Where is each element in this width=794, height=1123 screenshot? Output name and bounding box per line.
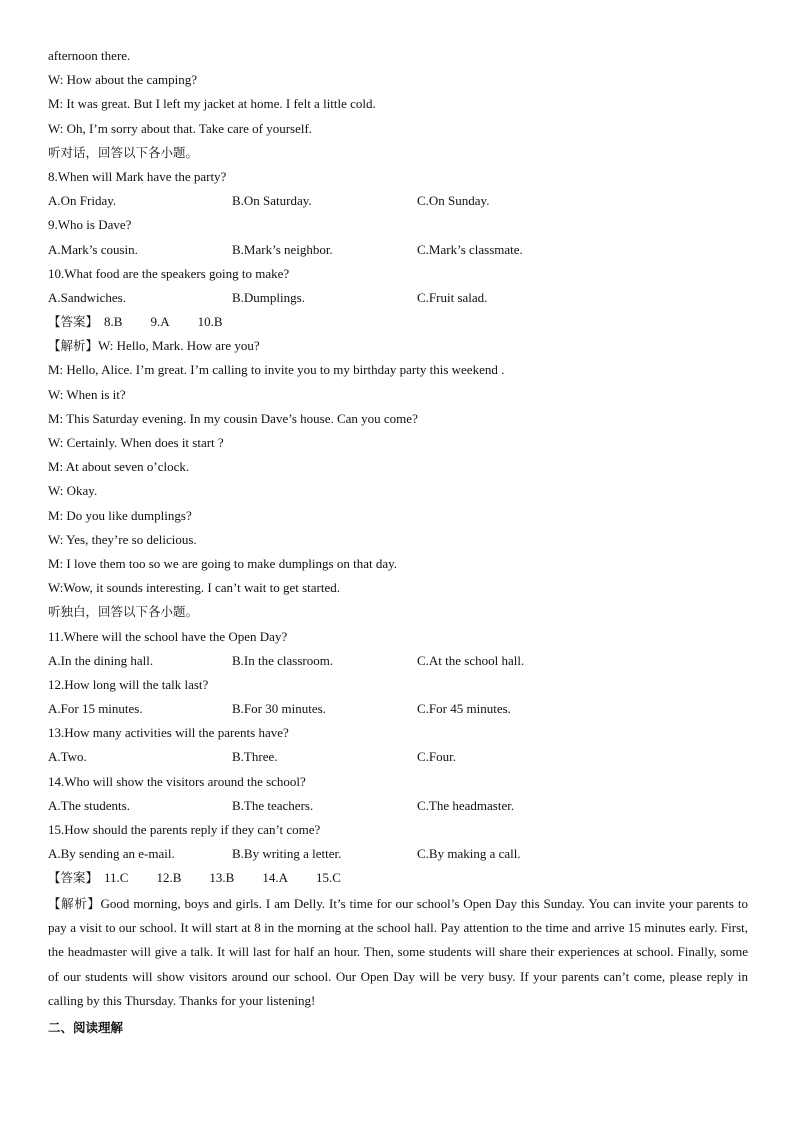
question-12: 12.How long will the talk last?: [48, 676, 209, 692]
answer-item: 10.B: [197, 314, 223, 330]
transcript-line: M: Hello, Alice. I’m great. I’m calling to invite you to my birthday party this weekend .: [48, 362, 505, 378]
option-c: C.The headmaster.: [417, 797, 515, 813]
answer-item: 9.A: [150, 314, 170, 330]
answer-item: 15.C: [315, 870, 341, 886]
option-b: B.Three.: [232, 749, 278, 765]
option-b: B.In the classroom.: [232, 652, 334, 668]
question-10: 10.What food are the speakers going to make?: [48, 265, 290, 281]
transcript-line: M: I love them too so we are going to make dumplings on that day.: [48, 555, 398, 571]
transcript-line: W:Wow, it sounds interesting. I can’t wait to get started.: [48, 580, 340, 596]
text-line: W: How about the camping?: [48, 72, 197, 88]
section-heading: 二、阅读理解: [48, 1019, 124, 1035]
answer-tag: 【答案】: [48, 314, 99, 330]
option-c: C.For 45 minutes.: [417, 701, 511, 717]
analysis-2-paragraph: [48, 892, 748, 1014]
option-a: A.Two.: [48, 749, 87, 765]
option-b: B.On Saturday.: [232, 193, 312, 209]
monolog-instruction: 听独白，回答以下各小题。: [48, 604, 199, 620]
question-14: 14.Who will show the visitors around the school?: [48, 773, 306, 789]
option-a: A.For 15 minutes.: [48, 701, 143, 717]
option-c: C.Four.: [417, 749, 457, 765]
answer-item: 14.A: [262, 870, 288, 886]
option-a: A.Sandwiches.: [48, 289, 126, 305]
question-9: 9.Who is Dave?: [48, 217, 132, 233]
option-b: B.Dumplings.: [232, 289, 305, 305]
analysis-text: W: Hello, Mark. How are you?: [98, 338, 260, 354]
option-c: C.Fruit salad.: [417, 289, 488, 305]
transcript-line: W: When is it?: [48, 386, 126, 402]
analysis-text: Good morning, boys and girls. I am Delly. It’s time for our school’s Open Day this Sunday. You can invite your parents to pay a visit to our school. It will start at 8 in the morning at the school hall. Pay attention to the time and arrive 15 minutes early. First, the headmaster will give a talk. It will last for half an hour. Then, some students will share their experiences at school. Finally, some of our students will show visitors around our school. Our Open Day will be very busy. If your parents can’t come, please reply in calling by this Thursday. Thanks for your listening!: [48, 895, 748, 1009]
option-c: C.By making a call.: [417, 846, 521, 862]
options-11: [48, 649, 748, 673]
option-b: B.By writing a letter.: [232, 846, 342, 862]
text-line: W: Oh, I’m sorry about that. Take care of yourself.: [48, 120, 313, 136]
option-c: C.At the school hall.: [417, 652, 525, 668]
options-14: [48, 794, 748, 818]
answer-item: 13.B: [209, 870, 235, 886]
option-c: C.Mark’s classmate.: [417, 241, 523, 257]
transcript-line: M: Do you like dumplings?: [48, 507, 192, 523]
option-a: A.In the dining hall.: [48, 652, 154, 668]
transcript-line: W: Okay.: [48, 483, 98, 499]
transcript-line: W: Certainly. When does it start ?: [48, 435, 224, 450]
dialog-instruction: 听对话，回答以下各小题。: [48, 144, 199, 160]
question-8: 8.When will Mark have the party?: [48, 168, 227, 184]
answer-key-2: [48, 866, 748, 890]
option-b: B.Mark’s neighbor.: [232, 241, 333, 257]
text-line: M: It was great. But I left my jacket at home. I felt a little cold.: [48, 96, 376, 112]
question-11: 11.Where will the school have the Open Day?: [48, 628, 288, 644]
option-a: A.Mark’s cousin.: [48, 241, 138, 257]
analysis-tag: 【解析】: [48, 895, 101, 911]
transcript-line: W: Yes, they’re so delicious.: [48, 531, 197, 547]
options-15: [48, 842, 748, 866]
option-b: B.For 30 minutes.: [232, 701, 326, 717]
answer-item: 11.C: [104, 870, 129, 886]
analysis-tag: 【解析】: [48, 338, 99, 354]
options-10: [48, 286, 748, 310]
question-13: 13.How many activities will the parents have?: [48, 725, 289, 741]
option-b: B.The teachers.: [232, 797, 314, 813]
answer-key-1: [48, 310, 748, 334]
answer-tag: 【答案】: [48, 870, 99, 886]
transcript-line: M: This Saturday evening. In my cousin Dave’s house. Can you come?: [48, 410, 418, 426]
answer-item: 12.B: [156, 870, 182, 886]
option-a: A.On Friday.: [48, 193, 117, 209]
options-8: [48, 189, 748, 213]
option-a: A.The students.: [48, 797, 130, 813]
option-c: C.On Sunday.: [417, 193, 490, 209]
options-13: [48, 745, 748, 769]
option-a: A.By sending an e-mail.: [48, 846, 175, 862]
answer-item: 8.B: [104, 314, 123, 330]
options-12: [48, 697, 748, 721]
analysis-1-first: [48, 334, 748, 358]
transcript-line: M: At about seven o’clock.: [48, 459, 190, 475]
question-15: 15.How should the parents reply if they can’t come?: [48, 822, 321, 837]
options-9: [48, 238, 748, 262]
document-page: [48, 44, 748, 1040]
text-line: afternoon there.: [48, 48, 131, 63]
